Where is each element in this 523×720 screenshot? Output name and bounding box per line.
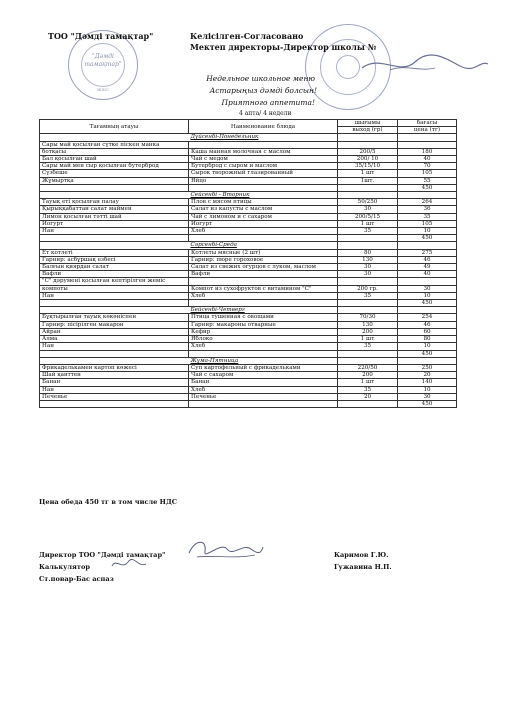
dish-price: 20 bbox=[398, 372, 457, 379]
menu-row bbox=[40, 163, 457, 170]
dish-name-kz: Алма bbox=[40, 336, 189, 343]
day-total: 450 bbox=[398, 350, 457, 357]
dish-name-kz: Жұмыртқа bbox=[40, 177, 189, 184]
dish-price: 40 bbox=[398, 156, 457, 163]
chief-cook-label: Ст.повар-Бас аспаз bbox=[39, 575, 114, 583]
dish-yield: 200/5/15 bbox=[338, 213, 398, 220]
day-title: Сейсенбі - Вторник bbox=[189, 192, 338, 199]
dish-yield: 130 bbox=[338, 321, 398, 328]
day-total-row bbox=[40, 350, 457, 357]
dish-yield: 200 bbox=[338, 328, 398, 335]
col-header-yield-ru: выход (гр) bbox=[338, 127, 398, 134]
dish-price: 36 bbox=[398, 206, 457, 213]
dish-yield bbox=[338, 278, 398, 285]
day-header-blank bbox=[398, 192, 457, 199]
dish-name-kz: Бұқтырылған тауық көкөніспен bbox=[40, 314, 189, 321]
day-header-blank bbox=[338, 357, 398, 364]
dish-name-ru: Яйцо bbox=[189, 177, 338, 184]
day-header-blank bbox=[398, 134, 457, 141]
menu-row bbox=[40, 314, 457, 321]
day-total-row bbox=[40, 184, 457, 191]
dish-yield: 70/30 bbox=[338, 314, 398, 321]
day-total: 450 bbox=[398, 300, 457, 307]
dish-price: 254 bbox=[398, 314, 457, 321]
day-total: 450 bbox=[398, 184, 457, 191]
day-title: Бейсенбі-Четверг bbox=[189, 307, 338, 314]
director-footer-signature bbox=[185, 535, 265, 565]
dish-name-kz: Ет котлеті bbox=[40, 249, 189, 256]
menu-row bbox=[40, 364, 457, 371]
day-header-blank bbox=[40, 134, 189, 141]
total-blank bbox=[189, 235, 338, 242]
menu-row bbox=[40, 336, 457, 343]
menu-row bbox=[40, 256, 457, 263]
dish-price: 275 bbox=[398, 249, 457, 256]
dish-name-kz: Нан bbox=[40, 292, 189, 299]
dish-name-ru: Хлеб bbox=[189, 343, 338, 350]
dish-price: 49 bbox=[398, 264, 457, 271]
dish-price: 40 bbox=[398, 271, 457, 278]
dish-name-ru: Котлеты мясные (2 шт) bbox=[189, 249, 338, 256]
week-label: 4 апта/ 4 недели bbox=[239, 110, 292, 117]
dish-yield: 200/5 bbox=[338, 148, 398, 155]
dish-name-ru: Чай с сахаром bbox=[189, 372, 338, 379]
day-header-row bbox=[40, 242, 457, 249]
calculator-label: Калькулятор bbox=[39, 563, 90, 571]
dish-price: 60 bbox=[398, 328, 457, 335]
dish-name-ru: Сырок творожный глазированный bbox=[189, 170, 338, 177]
day-title: Дүйсенбі-Понедельник bbox=[189, 134, 338, 141]
day-total: 450 bbox=[398, 235, 457, 242]
total-blank bbox=[40, 184, 189, 191]
dish-name-ru: Вафли bbox=[189, 271, 338, 278]
day-header-blank bbox=[40, 357, 189, 364]
total-blank bbox=[189, 184, 338, 191]
menu-row bbox=[40, 278, 457, 285]
menu-table bbox=[39, 119, 457, 408]
stamp-text-2: тамақтар" bbox=[84, 61, 122, 68]
company-name: ТОО "Дәмді тамақтар" bbox=[48, 31, 154, 41]
menu-row bbox=[40, 328, 457, 335]
dish-price: 10 bbox=[398, 343, 457, 350]
day-header-blank bbox=[338, 307, 398, 314]
dish-price: 30 bbox=[398, 285, 457, 292]
day-header-blank bbox=[40, 307, 189, 314]
dish-price: 30 bbox=[398, 393, 457, 400]
dish-yield: 20 bbox=[338, 393, 398, 400]
day-header-row bbox=[40, 357, 457, 364]
dish-price: 46 bbox=[398, 321, 457, 328]
day-header-blank bbox=[398, 242, 457, 249]
dish-name-kz: "С" дәрумені қосылған кептірілген жеміс bbox=[40, 278, 189, 285]
dish-name-kz: компоты bbox=[40, 285, 189, 292]
total-blank bbox=[40, 300, 189, 307]
calculator-signature bbox=[110, 556, 150, 572]
dish-name-ru: Гарнир: макароны отварные bbox=[189, 321, 338, 328]
dish-yield: 1 шт bbox=[338, 336, 398, 343]
dish-price bbox=[398, 278, 457, 285]
dish-name-ru: Хлеб bbox=[189, 292, 338, 299]
dish-yield: 1 шт bbox=[338, 170, 398, 177]
dish-yield: 80 bbox=[338, 249, 398, 256]
lunch-price-note: Цена обеда 450 тг в том числе НДС bbox=[39, 498, 177, 506]
dish-name-ru bbox=[189, 141, 338, 148]
dish-yield: 200 гр. bbox=[338, 285, 398, 292]
menu-row bbox=[40, 379, 457, 386]
menu-row bbox=[40, 393, 457, 400]
dish-yield: 1 шт bbox=[338, 379, 398, 386]
dish-name-kz: Балғын қиярдан салат bbox=[40, 264, 189, 271]
dish-price: 46 bbox=[398, 256, 457, 263]
stamp-text-3: ЖШС bbox=[96, 87, 110, 92]
menu-row bbox=[40, 264, 457, 271]
day-header-blank bbox=[338, 134, 398, 141]
col-header-price-ru: цена (тг) bbox=[398, 127, 457, 134]
total-blank bbox=[40, 235, 189, 242]
menu-row bbox=[40, 292, 457, 299]
dish-name-kz: Банан bbox=[40, 379, 189, 386]
menu-row bbox=[40, 206, 457, 213]
menu-row bbox=[40, 213, 457, 220]
dish-name-kz: Гарнир: пісірілген макарон bbox=[40, 321, 189, 328]
day-header-row bbox=[40, 192, 457, 199]
menu-row bbox=[40, 386, 457, 393]
director-signature bbox=[360, 50, 490, 80]
dish-yield: 200/ 10 bbox=[338, 156, 398, 163]
dish-name-ru: Компот из сухофруктов с витамином "С" bbox=[189, 285, 338, 292]
menu-row bbox=[40, 170, 457, 177]
day-header-row bbox=[40, 307, 457, 314]
dish-yield: 30 bbox=[338, 271, 398, 278]
dish-name-ru: Хлеб bbox=[189, 228, 338, 235]
dish-name-ru: Суп картофельный с фрикадельками bbox=[189, 364, 338, 371]
col-header-price-kz: бағасы bbox=[398, 120, 457, 127]
dish-name-ru: Салат из свежих огурцов с луком, маслом bbox=[189, 264, 338, 271]
subtitle-line-1: Недельное школьное меню bbox=[206, 74, 315, 83]
menu-row bbox=[40, 343, 457, 350]
approval-line-1: Келісілген-Согласовано bbox=[190, 31, 304, 41]
dish-name-ru: Чай с лимоном и с сахаром bbox=[189, 213, 338, 220]
dish-price: 264 bbox=[398, 199, 457, 206]
dish-price: 35 bbox=[398, 213, 457, 220]
col-header-yield-kz: шығымы bbox=[338, 120, 398, 127]
dish-name-kz: Сары май қосылған сүтке піскен манка bbox=[40, 141, 189, 148]
menu-row bbox=[40, 156, 457, 163]
dish-price bbox=[398, 141, 457, 148]
total-blank bbox=[40, 350, 189, 357]
dish-price: 250 bbox=[398, 364, 457, 371]
dish-price: 105 bbox=[398, 170, 457, 177]
subtitle-line-2: Астарыңыз дәмді болсын! bbox=[209, 86, 317, 95]
total-blank bbox=[338, 300, 398, 307]
menu-row bbox=[40, 285, 457, 292]
dish-yield: 35 bbox=[338, 343, 398, 350]
day-total-row bbox=[40, 235, 457, 242]
dish-yield: 200 bbox=[338, 372, 398, 379]
dish-price: 80 bbox=[398, 336, 457, 343]
dish-name-kz: Нан bbox=[40, 386, 189, 393]
menu-row bbox=[40, 228, 457, 235]
approval-line-2: Мектеп директоры-Директор школы № bbox=[190, 42, 377, 52]
col-header-name-kz: Тағамның атауы bbox=[40, 120, 189, 134]
total-blank bbox=[189, 300, 338, 307]
dish-yield: 35 bbox=[338, 292, 398, 299]
day-header-blank bbox=[338, 192, 398, 199]
calculator-name: Гужавина Н.П. bbox=[334, 563, 392, 571]
dish-name-kz: Бал қосылған шай bbox=[40, 156, 189, 163]
total-blank bbox=[338, 184, 398, 191]
dish-name-kz: Вафли bbox=[40, 271, 189, 278]
total-blank bbox=[338, 400, 398, 407]
stamp-text-1: "Дәмді bbox=[92, 53, 114, 60]
dish-name-ru: Банан bbox=[189, 379, 338, 386]
dish-name-ru bbox=[189, 278, 338, 285]
dish-price: 10 bbox=[398, 228, 457, 235]
total-blank bbox=[40, 400, 189, 407]
dish-name-kz: Қырыққабаттан салат маймен bbox=[40, 206, 189, 213]
dish-name-kz: Нан bbox=[40, 228, 189, 235]
menu-row bbox=[40, 199, 457, 206]
dish-price: 140 bbox=[398, 379, 457, 386]
day-header-blank bbox=[40, 192, 189, 199]
total-blank bbox=[189, 400, 338, 407]
dish-price: 180 bbox=[398, 148, 457, 155]
dish-name-ru: Хлеб bbox=[189, 386, 338, 393]
dish-yield: 50/250 bbox=[338, 199, 398, 206]
dish-yield: 35 bbox=[338, 228, 398, 235]
dish-name-kz: Гарнир: асбұршақ езбесі bbox=[40, 256, 189, 263]
director-name: Каримов Г.Ю. bbox=[334, 551, 389, 559]
menu-row bbox=[40, 148, 457, 155]
day-header-blank bbox=[398, 357, 457, 364]
dish-name-kz: Шай қанттен bbox=[40, 372, 189, 379]
dish-name-ru: Плов с мясом птицы bbox=[189, 199, 338, 206]
day-title: Жұма-Пятница bbox=[189, 357, 338, 364]
day-header-row bbox=[40, 134, 457, 141]
menu-row bbox=[40, 177, 457, 184]
dish-name-kz: Йогурт bbox=[40, 220, 189, 227]
dish-name-ru: Йогурт bbox=[189, 220, 338, 227]
dish-price: 105 bbox=[398, 220, 457, 227]
dish-name-ru: Птица тушенная с овощами bbox=[189, 314, 338, 321]
dish-price: 55 bbox=[398, 177, 457, 184]
dish-name-ru: Печенье bbox=[189, 393, 338, 400]
total-blank bbox=[189, 350, 338, 357]
dish-name-ru: Бутерброд с сыром и маслом bbox=[189, 163, 338, 170]
menu-row bbox=[40, 372, 457, 379]
day-header-blank bbox=[398, 307, 457, 314]
dish-yield: 1 шт bbox=[338, 220, 398, 227]
menu-row bbox=[40, 271, 457, 278]
director-label: Директор ТОО "Дәмді тамақтар" bbox=[39, 551, 166, 559]
dish-name-kz: ботқасы bbox=[40, 148, 189, 155]
total-blank bbox=[338, 235, 398, 242]
subtitle-line-3: Приятного аппетита! bbox=[221, 98, 315, 107]
day-total-row bbox=[40, 400, 457, 407]
menu-row bbox=[40, 249, 457, 256]
dish-yield: 130 bbox=[338, 256, 398, 263]
day-title: Сәрсенбі-Среда bbox=[189, 242, 338, 249]
dish-name-kz: Сүзбеше bbox=[40, 170, 189, 177]
dish-name-kz: Тауық еті қосылған палау bbox=[40, 199, 189, 206]
day-header-blank bbox=[338, 242, 398, 249]
dish-name-ru: Гарнир: пюре гороховое bbox=[189, 256, 338, 263]
menu-row bbox=[40, 141, 457, 148]
dish-yield: 1шт. bbox=[338, 177, 398, 184]
dish-yield: 35 bbox=[338, 386, 398, 393]
dish-name-ru: Чай с медом bbox=[189, 156, 338, 163]
day-total-row bbox=[40, 300, 457, 307]
menu-row bbox=[40, 321, 457, 328]
col-header-name-ru: Наименование блюда bbox=[189, 120, 338, 134]
dish-name-ru: Яблоко bbox=[189, 336, 338, 343]
dish-price: 70 bbox=[398, 163, 457, 170]
dish-yield: 220/50 bbox=[338, 364, 398, 371]
day-total: 450 bbox=[398, 400, 457, 407]
dish-name-kz: Фрикаделькамен картоп көжесі bbox=[40, 364, 189, 371]
dish-name-ru: Салат из капусты с маслом bbox=[189, 206, 338, 213]
dish-name-kz: Сары май мен сыр қосылған бутерброд bbox=[40, 163, 189, 170]
dish-price: 10 bbox=[398, 292, 457, 299]
dish-yield: 35/15/10 bbox=[338, 163, 398, 170]
total-blank bbox=[338, 350, 398, 357]
dish-name-ru: Кефир bbox=[189, 328, 338, 335]
dish-name-kz: Печенье bbox=[40, 393, 189, 400]
day-header-blank bbox=[40, 242, 189, 249]
dish-name-ru: Каша манная молочная с маслом bbox=[189, 148, 338, 155]
dish-yield: 30 bbox=[338, 264, 398, 271]
dish-price: 10 bbox=[398, 386, 457, 393]
dish-yield bbox=[338, 141, 398, 148]
table-header bbox=[40, 120, 457, 127]
dish-yield: 30 bbox=[338, 206, 398, 213]
dish-name-kz: Лимон қосылған тәтті шай bbox=[40, 213, 189, 220]
menu-row bbox=[40, 220, 457, 227]
dish-name-kz: Айран bbox=[40, 328, 189, 335]
dish-name-kz: Нан bbox=[40, 343, 189, 350]
